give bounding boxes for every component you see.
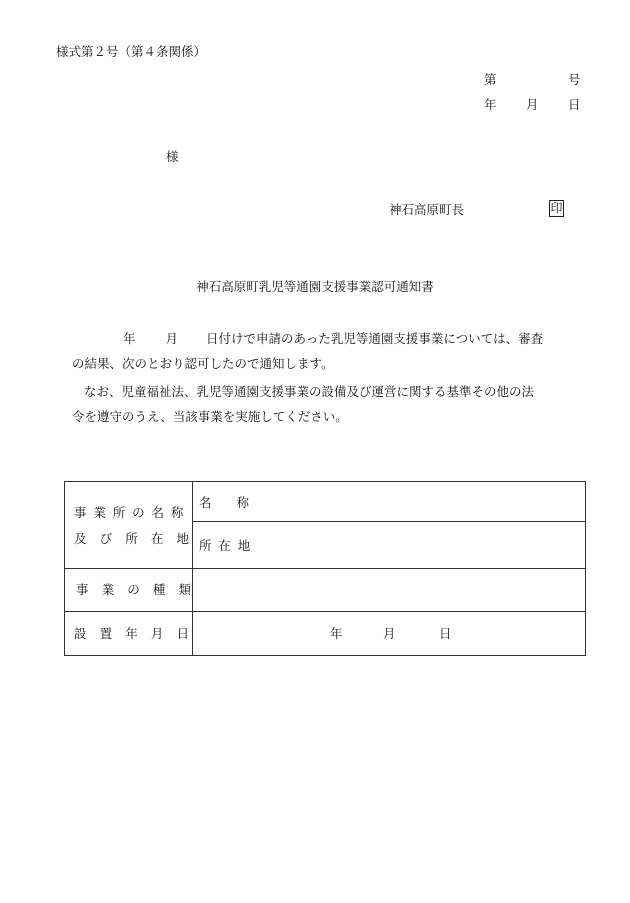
seal-stamp-box: 印 bbox=[550, 201, 563, 215]
body-paragraph-2-line-1: なお、児童福祉法、乳児等通園支援事業の設備及び運営に関する基準その他の法 bbox=[84, 384, 535, 399]
document-number-prefix: 第 bbox=[484, 72, 497, 87]
body-paragraph-1-line-2: の結果、次のとおり認可したので通知します。 bbox=[72, 356, 334, 371]
row-header-establishment-date: 設置年月日 bbox=[74, 626, 203, 641]
table-inner-divider bbox=[192, 521, 585, 522]
facility-location-label: 所在地 bbox=[199, 538, 258, 553]
issue-date-month: 月 bbox=[526, 97, 539, 112]
form-number: 様式第２号（第４条関係） bbox=[56, 44, 207, 59]
facility-info-table bbox=[64, 481, 586, 656]
para1-text: 日付けで申請のあった乳児等通園支援事業については、審査 bbox=[206, 331, 544, 346]
table-row-divider-2 bbox=[65, 611, 585, 612]
establishment-date-day: 日 bbox=[439, 626, 452, 641]
row-header-business-type: 事業の種類 bbox=[76, 582, 205, 597]
body-paragraph-2-line-2: 令を遵守のうえ、当該事業を実施してください。 bbox=[72, 409, 348, 424]
body-paragraph-1-line-1 bbox=[72, 333, 592, 346]
row-header-facility-name-location-line-2: 及び所在地 bbox=[74, 531, 203, 546]
recipient-honorific: 様 bbox=[166, 149, 179, 164]
para1-year: 年 bbox=[123, 331, 136, 346]
document-title: 神石高原町乳児等通園支援事業認可通知書 bbox=[196, 279, 434, 294]
establishment-date-year: 年 bbox=[330, 626, 343, 641]
issuer-title: 神石高原町長 bbox=[389, 202, 465, 217]
para1-month: 月 bbox=[165, 331, 179, 346]
establishment-date-month: 月 bbox=[383, 626, 396, 641]
issue-date-year: 年 bbox=[484, 97, 497, 112]
row-header-facility-name-location-line-1: 事業所の名称 bbox=[74, 505, 191, 520]
table-row-divider-1 bbox=[65, 568, 585, 569]
facility-name-label: 名 称 bbox=[199, 495, 250, 510]
document-number-suffix: 号 bbox=[568, 72, 581, 87]
issue-date-day: 日 bbox=[568, 97, 581, 112]
